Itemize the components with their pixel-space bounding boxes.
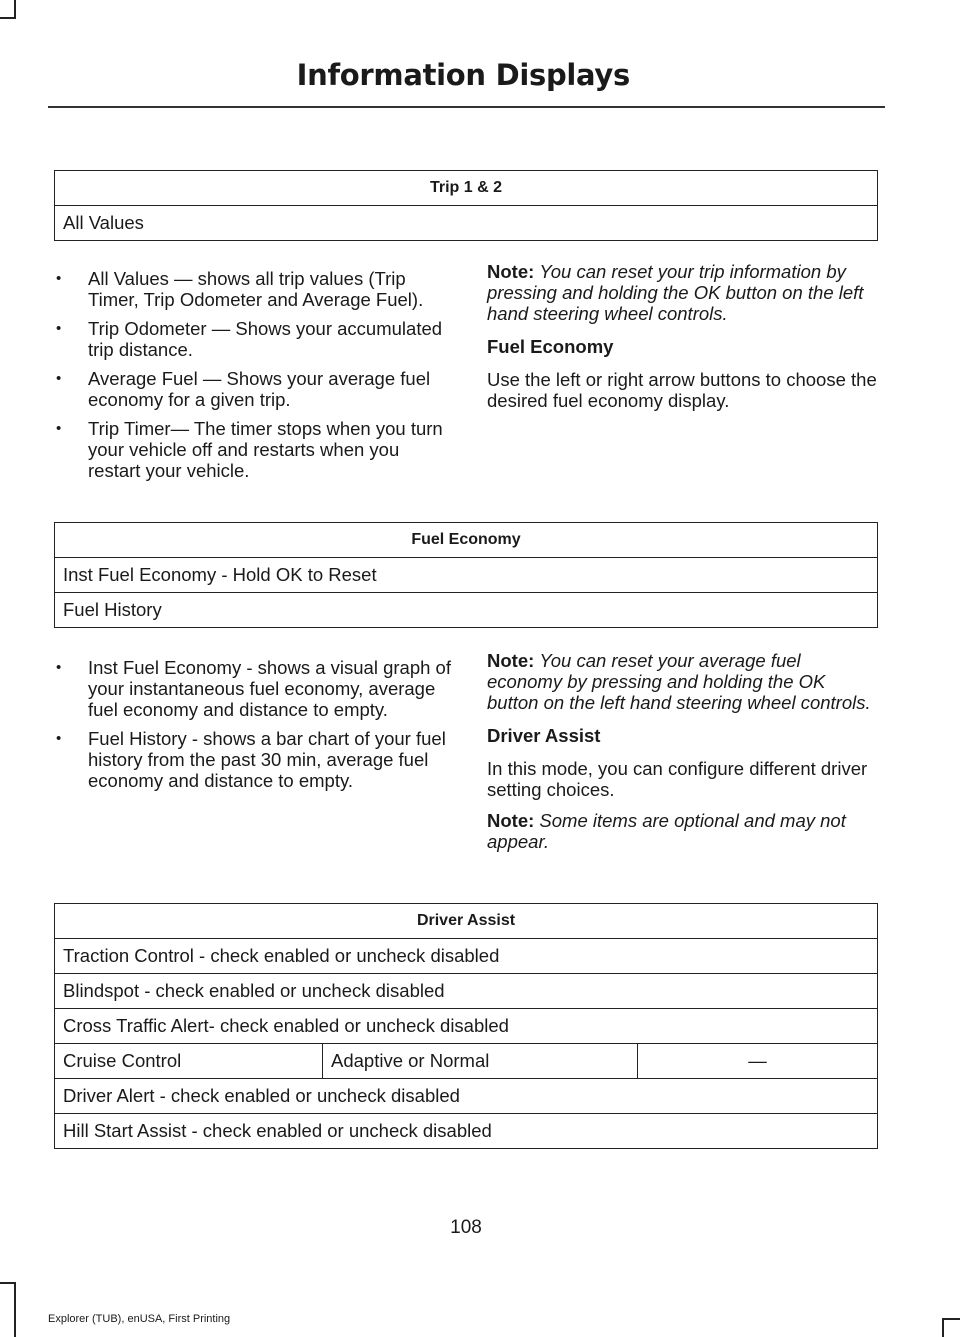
title-divider xyxy=(48,106,885,108)
trip-bullet-list xyxy=(54,268,454,481)
table-row: Blindspot - check enabled or uncheck disabled xyxy=(55,974,878,1009)
fuel-table-row: Fuel History xyxy=(55,593,878,628)
driver-table-heading: Driver Assist xyxy=(55,904,878,939)
list-item: • Average Fuel — Shows your average fuel economy for a given trip. xyxy=(54,368,454,410)
page-title: Information Displays xyxy=(296,58,630,92)
list-item: • All Values — shows all trip values (Trip Timer, Trip Odometer and Average Fuel). xyxy=(54,268,454,310)
driver-assist-table xyxy=(54,903,878,1149)
trip-table-heading: Trip 1 & 2 xyxy=(55,171,878,206)
note-text: Some items are optional and may not appear. xyxy=(487,810,846,852)
crop-mark xyxy=(942,1318,944,1337)
fuel-table-heading: Fuel Economy xyxy=(55,523,878,558)
crop-mark xyxy=(14,0,16,18)
cruise-control-value: Adaptive or Normal xyxy=(323,1044,638,1079)
note-label: Note: xyxy=(487,650,535,671)
crop-mark xyxy=(942,1318,960,1320)
trip-note xyxy=(487,261,879,324)
list-item: • Inst Fuel Economy - shows a visual graph of your instantaneous fuel economy, average fuel economy and distance to empty. xyxy=(54,657,454,720)
fuel-economy-heading: Fuel Economy xyxy=(487,336,614,357)
fuel-bullet-list xyxy=(54,657,454,791)
fuel-table xyxy=(54,522,878,628)
crop-mark xyxy=(0,17,16,19)
fuel-note xyxy=(487,650,879,713)
crop-mark xyxy=(0,1282,16,1284)
cruise-control-sub: — xyxy=(638,1044,878,1079)
driver-assist-heading: Driver Assist xyxy=(487,725,601,746)
fuel-bullets-column xyxy=(54,657,454,799)
crop-mark xyxy=(14,1282,16,1337)
table-row: Driver Alert - check enabled or uncheck disabled xyxy=(55,1079,878,1114)
driver-assist-body: In this mode, you can configure different driver setting choices. xyxy=(487,758,868,800)
note-text: You can reset your trip information by pressing and holding the OK button on the left hand steering wheel controls. xyxy=(487,261,864,324)
fuel-table-row: Inst Fuel Economy - Hold OK to Reset xyxy=(55,558,878,593)
table-row: Traction Control - check enabled or uncheck disabled xyxy=(55,939,878,974)
list-item: • Trip Odometer — Shows your accumulated trip distance. xyxy=(54,318,454,360)
cruise-control-label: Cruise Control xyxy=(55,1044,323,1079)
driver-assist-column xyxy=(487,650,879,862)
trip-bullets-column xyxy=(54,268,454,489)
table-row: Cross Traffic Alert- check enabled or uncheck disabled xyxy=(55,1009,878,1044)
trip-table-row: All Values xyxy=(55,206,878,241)
table-row: Hill Start Assist - check enabled or uncheck disabled xyxy=(55,1114,878,1149)
trip-table xyxy=(54,170,878,241)
trip-note-column xyxy=(487,261,879,421)
note-text: You can reset your average fuel economy by pressing and holding the OK button on the left hand steering wheel controls. xyxy=(487,650,871,713)
note-label: Note: xyxy=(487,810,535,831)
list-item: • Trip Timer— The timer stops when you turn your vehicle off and restarts when you restart your vehicle. xyxy=(54,418,454,481)
page-number: 108 xyxy=(450,1217,482,1238)
driver-assist-note xyxy=(487,810,879,852)
list-item: • Fuel History - shows a bar chart of your fuel history from the past 30 min, average fuel economy and distance to empty. xyxy=(54,728,454,791)
note-label: Note: xyxy=(487,261,535,282)
fuel-economy-body: Use the left or right arrow buttons to choose the desired fuel economy display. xyxy=(487,369,877,411)
footer-text: Explorer (TUB), enUSA, First Printing xyxy=(48,1313,231,1325)
